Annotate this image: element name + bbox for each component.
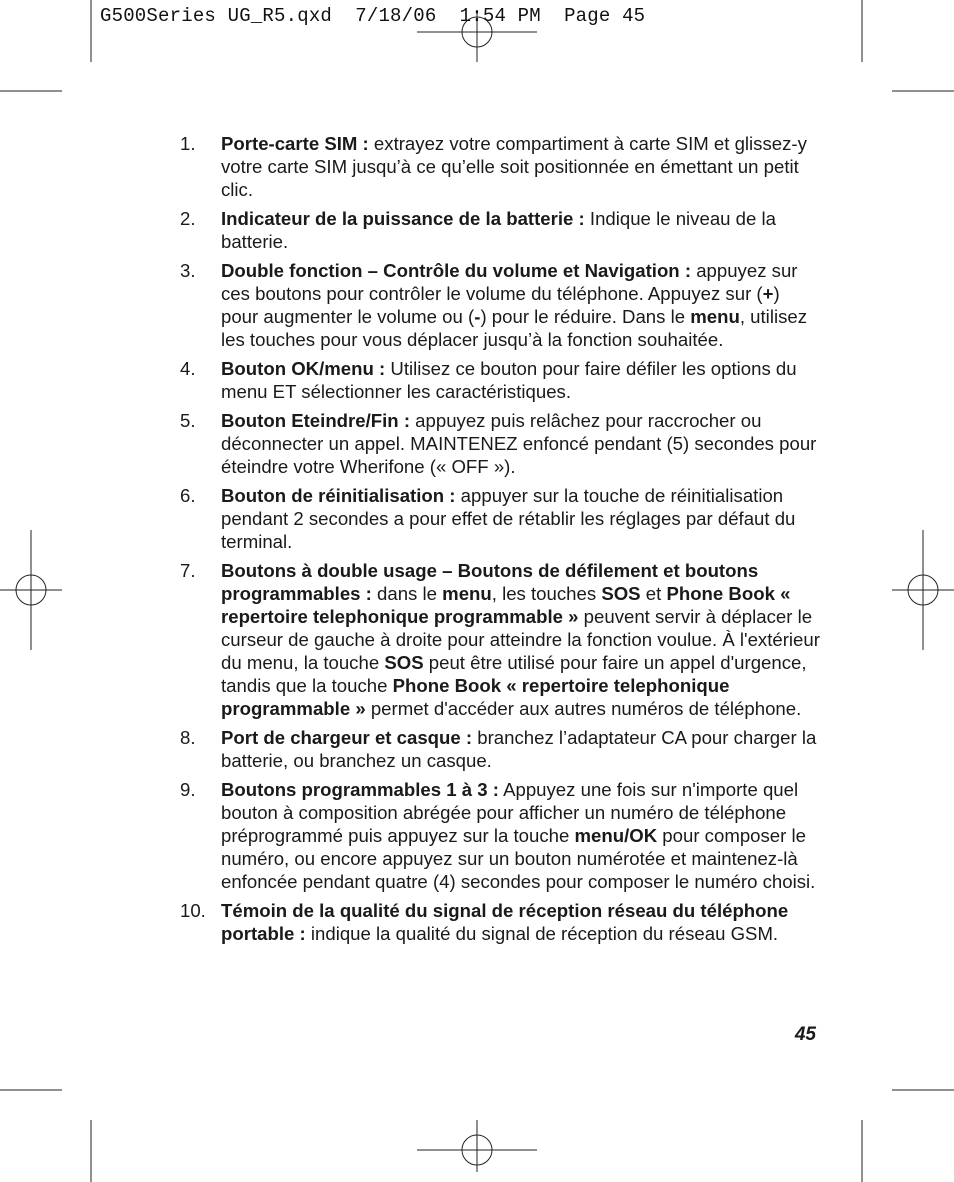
item-title: Port de chargeur et casque :	[221, 727, 473, 748]
list-item	[180, 899, 820, 945]
feature-list	[180, 132, 820, 951]
item-number: 7.	[180, 560, 196, 581]
print-slug: G500Series UG_R5.qxd 7/18/06 1:54 PM Page 45	[100, 5, 646, 27]
list-item	[180, 409, 820, 478]
list-item	[180, 778, 820, 893]
list-item	[180, 132, 820, 201]
item-title: Bouton de réinitialisation :	[221, 485, 456, 506]
item-title: Bouton Eteindre/Fin :	[221, 410, 411, 431]
item-description: dans le menu, les touches SOS et Phone Book « repertoire telephonique programmable » peuvent servir à déplacer le curseur de gauche à droite pour atteindre la fonction voulue. À l'extérieur du menu, la touche SOS peut être utilisé pour faire un appel d'urgence, tandis que la touche Phone Book « repertoire telephonique programmable » permet d'accéder aux autres numéros de téléphone.	[221, 583, 820, 719]
item-title: Boutons programmables 1 à 3 :	[221, 779, 499, 800]
item-description: extrayez votre compartiment à carte SIM et glissez-y votre carte SIM jusqu’à ce qu’elle soit positionnée en émettant un petit clic.	[221, 133, 807, 200]
item-description: Utilisez ce bouton pour faire défiler les options du menu ET sélectionner les caractéristiques.	[221, 358, 797, 402]
list-item	[180, 559, 820, 720]
item-description: branchez l’adaptateur CA pour charger la batterie, ou branchez un casque.	[221, 727, 817, 771]
item-title: Bouton OK/menu :	[221, 358, 386, 379]
item-description: Appuyez une fois sur n'importe quel bouton à composition abrégée pour afficher un numéro de téléphone préprogrammé puis appuyez sur la touche menu/OK pour composer le numéro, ou encore appuyez sur un bouton numérotée et maintenez-là enfoncée pendant quatre (4) secondes pour composer le numéro choisi.	[221, 779, 816, 892]
list-item	[180, 207, 820, 253]
item-number: 6.	[180, 485, 196, 506]
list-item	[180, 484, 820, 553]
item-description: appuyer sur la touche de réinitialisation pendant 2 secondes a pour effet de rétablir les réglages par défaut du terminal.	[221, 485, 796, 552]
item-number: 10.	[180, 900, 206, 921]
list-item	[180, 357, 820, 403]
item-number: 9.	[180, 779, 196, 800]
item-title: Témoin de la qualité du signal de réception réseau du téléphone portable :	[221, 900, 789, 944]
item-number: 8.	[180, 727, 196, 748]
item-description: indique la qualité du signal de réception du réseau GSM.	[305, 923, 779, 944]
item-title: Porte-carte SIM :	[221, 133, 369, 154]
item-description: Indique le niveau de la batterie.	[221, 208, 776, 252]
item-description: appuyez puis relâchez pour raccrocher ou déconnecter un appel. MAINTENEZ enfoncé pendant (5) secondes pour éteindre votre Wherifone (« OFF »).	[221, 410, 817, 477]
list-item	[180, 726, 820, 772]
item-description: appuyez sur ces boutons pour contrôler le volume du téléphone. Appuyez sur (+) pour augmenter le volume ou (-) pour le réduire. Dans le menu, utilisez les touches pour vous déplacer jusqu’à la fonction souhaitée.	[221, 260, 808, 350]
item-title: Boutons à double usage – Boutons de défilement et boutons programmables :	[221, 560, 759, 604]
item-number: 4.	[180, 358, 196, 379]
item-title: Double fonction – Contrôle du volume et Navigation :	[221, 260, 692, 281]
item-title: Indicateur de la puissance de la batterie :	[221, 208, 585, 229]
item-number: 1.	[180, 133, 196, 154]
list-item	[180, 259, 820, 351]
item-number: 5.	[180, 410, 196, 431]
item-number: 2.	[180, 208, 196, 229]
item-number: 3.	[180, 260, 196, 281]
page-number: 45	[794, 1024, 816, 1045]
